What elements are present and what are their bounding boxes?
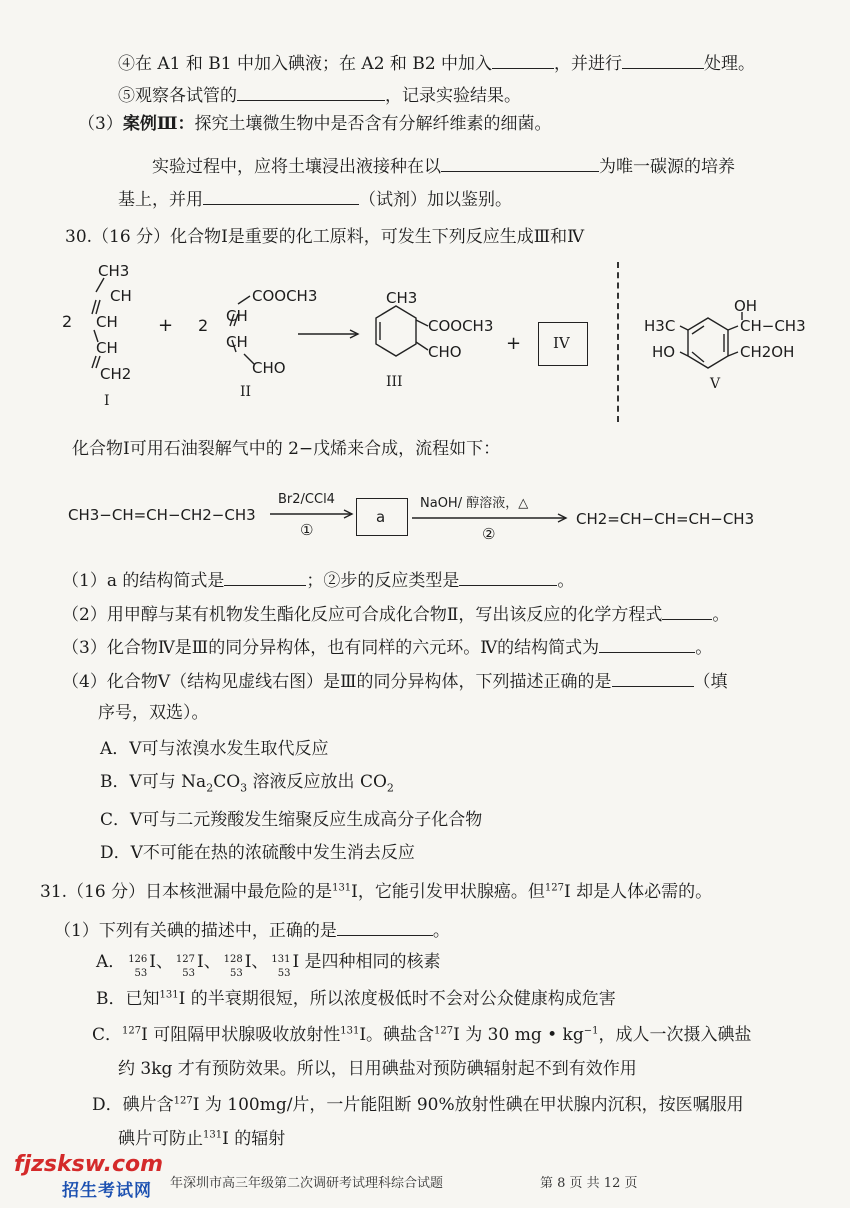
compound-ii-label: II (240, 384, 252, 400)
footer-title: 年深圳市高三年级第二次调研考试理科综合试题 (170, 1176, 444, 1191)
blank-carbon-source[interactable] (441, 153, 599, 172)
option-30-c: C．Ⅴ可与二元羧酸发生缩聚反应生成高分子化合物 (100, 810, 483, 830)
compound-ii-ch-1: CH (226, 307, 248, 325)
compound-i-ch-2: CH (96, 313, 118, 331)
bond-i-4 (92, 356, 96, 368)
synthesis-intro: 化合物Ⅰ可用石油裂解气中的 2−戊烯来合成，流程如下： (72, 439, 501, 459)
compound-v-label: V (710, 376, 721, 392)
ring-v-d1 (692, 326, 704, 334)
compound-v-ch-ch3: CH−CH3 (740, 317, 806, 335)
compound-iii-ch3: CH3 (386, 289, 418, 307)
compound-iii-cooch3: COOCH3 (428, 317, 494, 335)
blank-iv-structure[interactable] (599, 634, 695, 653)
bond-v-side (728, 326, 738, 330)
blank-equation[interactable] (662, 601, 712, 620)
option-30-b: B．Ⅴ可与 $Na_2CO_3$ 溶液反应放出 $CO_2$ (100, 772, 394, 795)
compound-iv-box (538, 322, 588, 366)
blank-step4-1[interactable] (492, 50, 554, 69)
line-case3: （3）案例Ⅲ：探究土壤微生物中是否含有分解纤维素的细菌。 (78, 114, 552, 134)
flow-arrowhead-1 (344, 510, 352, 518)
flow-box-a (356, 498, 408, 536)
option-30-d: D．Ⅴ不可能在热的浓硫酸中发生消去反应 (100, 843, 415, 863)
bond-v-ch3 (680, 326, 688, 330)
blank-reagent[interactable] (203, 186, 359, 205)
ring-iii (376, 306, 416, 356)
flow-reagent-1: Br2/CCl4 (278, 492, 335, 507)
flow-arrowhead-2 (558, 514, 566, 522)
compound-ii-cooch3: COOCH3 (252, 287, 318, 305)
option-31-b: B．已知$^{131}$I 的半衰期很短，所以浓度极低时不会对公众健康构成危害 (96, 989, 616, 1009)
line-step4: ④在 A1 和 B1 中加入碘液；在 A2 和 B2 中加入 ，并进行 处理。 (118, 50, 755, 75)
compound-ii-cho: CHO (252, 359, 286, 377)
footer-page-number: 第 8 页 共 12 页 (540, 1176, 638, 1191)
blank-a-structure[interactable] (224, 567, 306, 586)
question-30-4-cont: 序号，双选）。 (98, 703, 209, 723)
question-30-4: （4）化合物Ⅴ（结构见虚线右图）是Ⅲ的同分异构体，下列描述正确的是 （填 (62, 668, 728, 693)
bond-ii-1 (238, 296, 250, 304)
compound-v-ch2oh: CH2OH (740, 343, 795, 361)
compound-i-coef: 2 (62, 312, 73, 331)
ring-v-d3 (692, 352, 704, 362)
reaction-arrowhead (350, 330, 358, 338)
nuclide-128: 128 53 (223, 954, 243, 979)
compound-iii-label: III (386, 374, 403, 390)
option-30-a: A．Ⅴ可与浓溴水发生取代反应 (100, 739, 329, 759)
line-case3-reagent: 基上，并用 （试剂）加以鉴别。 (118, 186, 512, 211)
option-31-c-cont: 约 3kg 才有预防效果。所以，日用碘盐对预防碘辐射起不到有效作用 (118, 1059, 637, 1079)
option-31-d: D．碘片含$^{127}$I 为 100mg/片，一片能阻断 90%放射性碘在甲状腺内沉积，按医嘱服用 (92, 1095, 744, 1115)
watermark-logo: fjzsksw.com (14, 1152, 164, 1177)
blank-step5[interactable] (237, 82, 385, 101)
compound-ii-coef: 2 (198, 316, 209, 335)
nuclide-126: 126 53 (128, 954, 148, 979)
bond-i-1 (96, 278, 104, 292)
compound-v-ho: HO (652, 343, 676, 361)
compound-i-ch2: CH2 (100, 365, 132, 383)
bond-i-2b (96, 300, 100, 314)
line-step5: ⑤观察各试管的 ，记录实验结果。 (118, 82, 521, 107)
flow-reagent-2: NaOH/ 醇溶液，△ (420, 496, 529, 511)
plus-2: + (506, 333, 522, 354)
watermark-sub: 招生考试网 (62, 1181, 152, 1201)
bond-v-oh (680, 352, 688, 356)
plus-1: + (158, 315, 174, 336)
bond-i-2 (92, 300, 96, 314)
compound-i-label: I (104, 393, 110, 409)
nuclide-131: 131 53 (271, 954, 291, 979)
compound-iii-cho: CHO (428, 343, 462, 361)
line-case3-process: 实验过程中，应将土壤浸出液接种在以 为唯一碳源的培养 (152, 153, 735, 178)
ring-v (688, 318, 728, 368)
bond-v-ch2oh (728, 352, 738, 356)
compound-i-ch-3: CH (96, 339, 118, 357)
nuclide-127: 127 53 (175, 954, 195, 979)
compound-i-ch-1: CH (110, 287, 132, 305)
flow-step-2: ② (482, 525, 496, 543)
question-30-3: （3）化合物Ⅳ是Ⅲ的同分异构体，也有同样的六元环。Ⅳ的结构简式为 。 (62, 634, 712, 659)
divider-dashed (617, 262, 619, 422)
bond-iii-ester (416, 320, 428, 326)
option-31-a: A． 126 53 I、 127 53 I、 128 53 I、 131 53 I 是四种相同的核素 (96, 952, 441, 979)
bond-iii-cho (416, 342, 428, 350)
blank-step4-2[interactable] (622, 50, 704, 69)
question-30-title: 30.（16 分）化合物Ⅰ是重要的化工原料，可发生下列反应生成Ⅲ和Ⅳ (65, 227, 585, 247)
question-31-1: （1）下列有关碘的描述中，正确的是 。 (54, 917, 450, 942)
blank-reaction-type[interactable] (459, 567, 557, 586)
blank-v-options[interactable] (612, 668, 694, 687)
flow-end: CH2=CH−CH=CH−CH3 (576, 510, 755, 528)
option-31-c: C．$^{127}$I 可阻隔甲状腺吸收放射性$^{131}$I。碘盐含$^{127}$I 为 30 mg • $kg^{-1}$，成人一次摄入碘盐 (92, 1025, 752, 1045)
blank-31-1[interactable] (337, 917, 433, 936)
question-31-title: 31.（16 分）日本核泄漏中最危险的是$^{131}$I，它能引发甲状腺癌。但$^{127}$I 却是人体必需的。 (40, 882, 713, 902)
compound-ii-ch-2: CH (226, 333, 248, 351)
flow-a-label: a (376, 508, 386, 526)
flow-step-1: ① (300, 521, 314, 539)
compound-v-h3c: H3C (644, 317, 676, 335)
flow-start: CH3−CH=CH−CH2−CH3 (68, 506, 256, 524)
question-30-1: （1）a 的结构简式是 ；②步的反应类型是 。 (62, 567, 574, 592)
compound-iv-label: IV (553, 334, 570, 352)
compound-v-oh-top: OH (734, 297, 758, 315)
option-31-d-cont: 碘片可防止$^{131}$I 的辐射 (118, 1129, 286, 1149)
compound-i-ch3: CH3 (98, 262, 130, 280)
question-30-2: （2）用甲醇与某有机物发生酯化反应可合成化合物Ⅱ，写出该反应的化学方程式 。 (62, 601, 729, 626)
